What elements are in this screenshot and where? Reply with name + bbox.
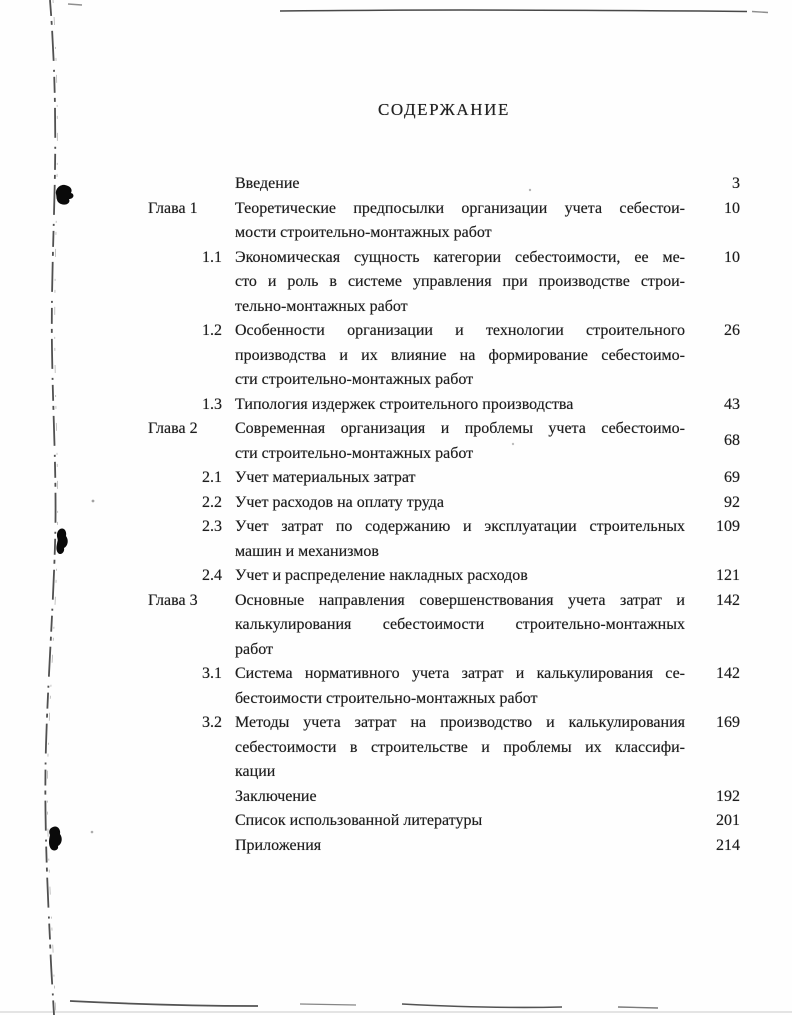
toc-entry-page: 169 — [716, 714, 740, 731]
toc-entry-title — [235, 515, 685, 564]
toc-line: сти строительно-монтажных работ — [235, 371, 474, 388]
toc-entry-page: 3 — [732, 175, 740, 192]
top-edge-dash-left — [68, 4, 82, 5]
bottom-edge-seg-2 — [300, 1004, 356, 1005]
toc-entry-title — [235, 809, 685, 834]
toc-entry — [148, 417, 740, 466]
toc-entry-title — [235, 466, 685, 491]
toc-entry-label: Глава 2 — [148, 420, 198, 437]
toc-entry — [148, 834, 740, 859]
toc-entry-page: 109 — [716, 518, 740, 535]
ink-blot-3 — [49, 826, 62, 850]
toc-line: производства и их влияние на формирование себестоимо- — [235, 346, 685, 364]
toc-entry — [148, 809, 740, 834]
toc-entry-label: Глава 1 — [148, 199, 198, 217]
toc-line: кации — [235, 763, 276, 780]
toc-entry-title — [235, 172, 685, 197]
toc-entry-title — [235, 393, 685, 418]
toc-entry — [148, 515, 740, 564]
toc-entry-label: 2.4 — [202, 567, 222, 584]
toc-entry-title — [235, 711, 685, 785]
toc-entry-label: 1.1 — [202, 248, 222, 266]
toc-line: Приложения — [235, 836, 322, 854]
toc-line: сто и роль в системе управления при производстве строи- — [235, 273, 685, 290]
toc-entry-page: 92 — [724, 493, 740, 511]
ink-blot-2 — [56, 528, 67, 554]
toc-entry — [148, 711, 740, 785]
toc-line: мости строительно-монтажных работ — [235, 224, 492, 241]
toc-entry-title — [235, 834, 685, 859]
speck — [91, 831, 94, 834]
toc-line: тельно-монтажных работ — [235, 297, 408, 315]
toc-entry-page: 69 — [724, 469, 740, 486]
toc-line: себестоимости в строительстве и проблемы их классифи- — [235, 738, 685, 756]
speck — [92, 500, 95, 503]
toc-line: Основные направления совершенствования учета затрат и — [235, 591, 685, 609]
toc-entry-page: 142 — [716, 591, 740, 609]
top-edge-dash-right — [752, 12, 768, 13]
toc-line: сти строительно-монтажных работ — [235, 444, 474, 462]
toc-line: Теоретические предпосылки организации учета себестои- — [235, 199, 685, 217]
toc-line: Система нормативного учета затрат и калькулирования се- — [235, 665, 685, 682]
toc-entry-title — [235, 246, 685, 320]
top-edge-line — [280, 10, 747, 11]
toc-line: Учет и распределение накладных расходов — [235, 567, 528, 584]
toc-entry — [148, 785, 740, 810]
toc-entry — [148, 564, 740, 589]
toc-entry-title — [235, 564, 685, 589]
toc-line: Типология издержек строительного производства — [235, 395, 574, 413]
toc-entry-page: 68 — [724, 432, 740, 449]
toc-entry-title — [235, 589, 685, 663]
toc-entry-page: 26 — [724, 322, 740, 339]
toc-entry-page: 10 — [724, 199, 740, 217]
toc-entry-page: 201 — [716, 812, 740, 829]
toc-entry — [148, 246, 740, 320]
toc-entry-label: 3.2 — [202, 714, 222, 731]
binding-crease-ghost — [47, 0, 57, 1015]
toc-entry — [148, 197, 740, 246]
toc-entry-title — [235, 197, 685, 246]
bottom-edge-seg-3 — [402, 1004, 562, 1007]
toc-entry-page: 142 — [716, 665, 740, 682]
toc-entry-page: 10 — [724, 248, 740, 266]
toc-line: Современная организация и проблемы учета себестоимо- — [235, 420, 685, 437]
toc-entry — [148, 172, 740, 197]
toc-entry-label: 3.1 — [202, 665, 222, 682]
toc-entry-label: 1.2 — [202, 322, 222, 339]
toc-entry-label: 2.1 — [202, 469, 222, 486]
page-title: СОДЕРЖАНИЕ — [377, 100, 511, 119]
toc-entry — [148, 589, 740, 663]
bottom-edge-seg-4 — [618, 1007, 658, 1008]
toc-entry-page: 214 — [716, 836, 740, 854]
toc-line: Учет затрат по содержанию и эксплуатации строительных — [235, 518, 685, 535]
toc-entry — [148, 393, 740, 418]
binding-crease-line — [45, 0, 55, 1015]
table-of-contents — [148, 172, 740, 858]
toc-entry — [148, 319, 740, 393]
toc-entry — [148, 662, 740, 711]
toc-entry-title — [235, 491, 685, 516]
toc-line: Заключение — [235, 787, 317, 805]
toc-line: Список использованной литературы — [235, 812, 483, 829]
toc-line: Введение — [235, 175, 300, 192]
toc-entry — [148, 491, 740, 516]
toc-line: машин и механизмов — [235, 542, 379, 560]
toc-line: работ — [235, 640, 274, 658]
toc-line: Учет расходов на оплату труда — [235, 493, 444, 511]
toc-entry-page: 121 — [716, 567, 740, 584]
toc-line: бестоимости строительно-монтажных работ — [235, 689, 538, 707]
bottom-edge-seg-1 — [70, 1001, 258, 1006]
toc-line: Методы учета затрат на производство и калькулирования — [235, 714, 685, 731]
toc-line: Особенности организации и технологии строительного — [235, 322, 685, 339]
toc-line: калькулирования себестоимости строительно-монтажных — [235, 616, 685, 633]
toc-entry-label: 1.3 — [202, 395, 222, 413]
toc-entry-page: 192 — [716, 787, 740, 805]
toc-entry-title — [235, 662, 685, 711]
toc-entry-label: Глава 3 — [148, 591, 198, 609]
toc-line: Учет материальных затрат — [235, 469, 416, 486]
toc-entry-title — [235, 319, 685, 393]
toc-entry — [148, 466, 740, 491]
toc-entry-label: 2.3 — [202, 518, 222, 535]
toc-entry-label: 2.2 — [202, 493, 222, 511]
toc-entry-title — [235, 417, 685, 466]
toc-entry-title — [235, 785, 685, 810]
toc-entry-page: 43 — [724, 395, 740, 413]
ink-blot-1 — [56, 185, 74, 205]
toc-line: Экономическая сущность категории себестоимости, ее ме- — [235, 248, 685, 266]
